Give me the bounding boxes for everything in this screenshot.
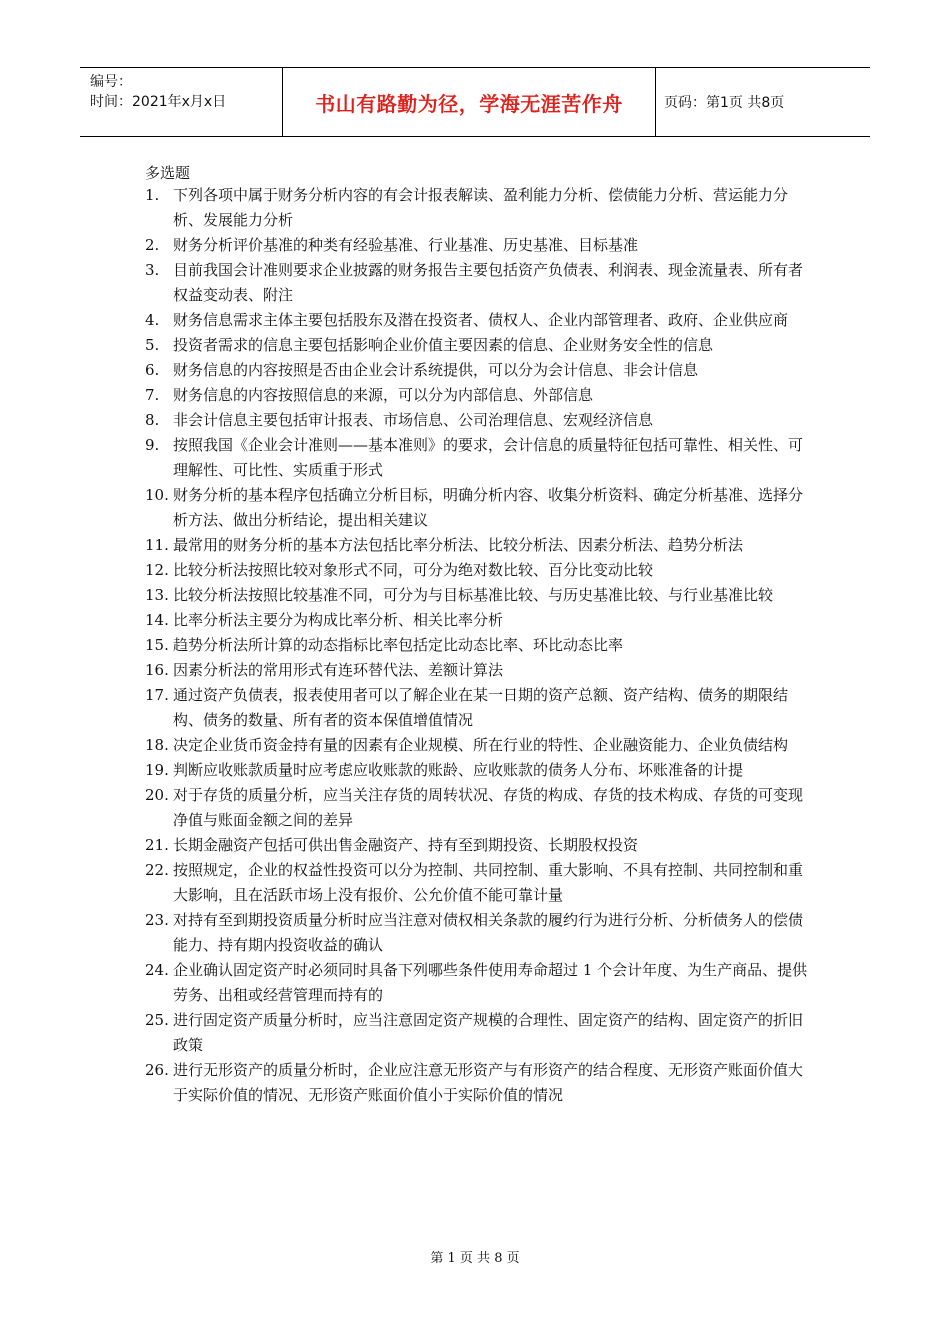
question-item xyxy=(145,1008,815,1058)
page-info-text: 页码：第1页 共8页 xyxy=(664,95,785,111)
question-text: 决定企业货币资金持有量的因素有企业规模、所在行业的特性、企业融资能力、企业负债结构 xyxy=(173,736,789,754)
header-motto-cell xyxy=(283,68,656,137)
question-text: 财务信息需求主体主要包括股东及潜在投资者、债权人、企业内部管理者、政府、企业供应商 xyxy=(173,311,789,329)
question-text: 下列各项中属于财务分析内容的有会计报表解读、盈利能力分析、偿债能力分析、营运能力分析、发展能力分析 xyxy=(173,186,789,229)
question-text: 财务信息的内容按照信息的来源，可以分为内部信息、外部信息 xyxy=(173,386,594,404)
question-item xyxy=(145,408,815,433)
question-number: 9. xyxy=(145,436,160,454)
header-page-info xyxy=(656,68,871,137)
question-number: 11. xyxy=(145,536,169,554)
question-item xyxy=(145,958,815,1008)
question-number: 5. xyxy=(145,336,160,354)
question-text: 进行无形资产的质量分析时，企业应注意无形资产与有形资产的结合程度、无形资产账面价值大于实际价值的情况、无形资产账面价值小于实际价值的情况 xyxy=(173,1061,804,1104)
question-text: 判断应收账款质量时应考虑应收账款的账龄、应收账款的债务人分布、坏账准备的计提 xyxy=(173,761,744,779)
question-number: 2. xyxy=(145,236,160,254)
question-text: 最常用的财务分析的基本方法包括比率分析法、比较分析法、因素分析法、趋势分析法 xyxy=(173,536,744,554)
question-text: 进行固定资产质量分析时，应当注意固定资产规模的合理性、固定资产的结构、固定资产的折旧政策 xyxy=(173,1011,804,1054)
question-number: 3. xyxy=(145,261,160,279)
question-number: 16. xyxy=(145,661,169,679)
page-footer: 第 1 页 共 8 页 xyxy=(430,1251,520,1266)
question-text: 目前我国会计准则要求企业披露的财务报告主要包括资产负债表、利润表、现金流量表、所有者权益变动表、附注 xyxy=(173,261,804,304)
question-item xyxy=(145,558,815,583)
question-number: 14. xyxy=(145,611,169,629)
question-number: 13. xyxy=(145,586,169,604)
question-item xyxy=(145,183,815,233)
question-item xyxy=(145,858,815,908)
question-item xyxy=(145,733,815,758)
document-date: 时间：2021年x月x日 xyxy=(90,94,227,110)
question-number: 18. xyxy=(145,736,169,754)
document-number-label: 编号： xyxy=(90,74,132,90)
question-text: 对于存货的质量分析，应当关注存货的周转状况、存货的构成、存货的技术构成、存货的可变现净值与账面金额之间的差异 xyxy=(173,786,804,829)
question-item xyxy=(145,783,815,833)
question-number: 21. xyxy=(145,836,169,854)
question-list xyxy=(145,183,815,1108)
question-text: 因素分析法的常用形式有连环替代法、差额计算法 xyxy=(173,661,504,679)
question-number: 20. xyxy=(145,786,169,804)
question-number: 12. xyxy=(145,561,169,579)
question-text: 非会计信息主要包括审计报表、市场信息、公司治理信息、宏观经济信息 xyxy=(173,411,654,429)
question-item xyxy=(145,483,815,533)
motto-text: 书山有路勤为径，学海无涯苦作舟 xyxy=(315,91,623,116)
question-item xyxy=(145,433,815,483)
question-item xyxy=(145,608,815,633)
question-item xyxy=(145,758,815,783)
question-item xyxy=(145,258,815,308)
question-number: 17. xyxy=(145,686,169,704)
question-text: 长期金融资产包括可供出售金融资产、持有至到期投资、长期股权投资 xyxy=(173,836,639,854)
question-number: 8. xyxy=(145,411,160,429)
question-item xyxy=(145,583,815,608)
question-number: 7. xyxy=(145,386,160,404)
question-text: 财务分析的基本程序包括确立分析目标，明确分析内容、收集分析资料、确定分析基准、选择分析方法、做出分析结论，提出相关建议 xyxy=(173,486,804,529)
header-left-cell xyxy=(80,68,283,137)
question-item xyxy=(145,383,815,408)
question-item xyxy=(145,908,815,958)
question-text: 财务分析评价基准的种类有经验基准、行业基准、历史基准、目标基准 xyxy=(173,236,639,254)
question-item xyxy=(145,233,815,258)
section-title: 多选题 xyxy=(145,164,191,182)
question-item xyxy=(145,633,815,658)
question-number: 4. xyxy=(145,311,160,329)
question-number: 26. xyxy=(145,1061,169,1079)
question-text: 比较分析法按照比较基准不同，可分为与目标基准比较、与历史基准比较、与行业基准比较 xyxy=(173,586,774,604)
question-text: 投资者需求的信息主要包括影响企业价值主要因素的信息、企业财务安全性的信息 xyxy=(173,336,714,354)
question-number: 15. xyxy=(145,636,169,654)
question-number: 10. xyxy=(145,486,169,504)
question-text: 财务信息的内容按照是否由企业会计系统提供，可以分为会计信息、非会计信息 xyxy=(173,361,699,379)
question-item xyxy=(145,683,815,733)
question-item xyxy=(145,308,815,333)
question-number: 23. xyxy=(145,911,169,929)
question-number: 25. xyxy=(145,1011,169,1029)
question-item xyxy=(145,333,815,358)
question-item xyxy=(145,1058,815,1108)
question-text: 对持有至到期投资质量分析时应当注意对债权相关条款的履约行为进行分析、分析债务人的偿债能力、持有期内投资收益的确认 xyxy=(173,911,804,954)
question-number: 6. xyxy=(145,361,160,379)
question-number: 24. xyxy=(145,961,169,979)
question-text: 比率分析法主要分为构成比率分析、相关比率分析 xyxy=(173,611,504,629)
question-text: 企业确认固定资产时必须同时具备下列哪些条件使用寿命超过 1 个会计年度、为生产商品、提供劳务、出租或经营管理而持有的 xyxy=(173,961,808,1004)
question-item xyxy=(145,658,815,683)
question-item xyxy=(145,358,815,383)
question-item xyxy=(145,533,815,558)
question-text: 按照我国《企业会计准则——基本准则》的要求，会计信息的质量特征包括可靠性、相关性、可理解性、可比性、实质重于形式 xyxy=(173,436,804,479)
question-number: 1. xyxy=(145,186,160,204)
question-text: 比较分析法按照比较对象形式不同，可分为绝对数比较、百分比变动比较 xyxy=(173,561,654,579)
document-header xyxy=(80,67,870,137)
question-text: 趋势分析法所计算的动态指标比率包括定比动态比率、环比动态比率 xyxy=(173,636,624,654)
question-item xyxy=(145,833,815,858)
question-text: 按照规定，企业的权益性投资可以分为控制、共同控制、重大影响、不具有控制、共同控制和重大影响，且在活跃市场上没有报价、公允价值不能可靠计量 xyxy=(173,861,804,904)
question-number: 19. xyxy=(145,761,169,779)
question-number: 22. xyxy=(145,861,169,879)
question-text: 通过资产负债表，报表使用者可以了解企业在某一日期的资产总额、资产结构、债务的期限结构、债务的数量、所有者的资本保值增值情况 xyxy=(173,686,789,729)
